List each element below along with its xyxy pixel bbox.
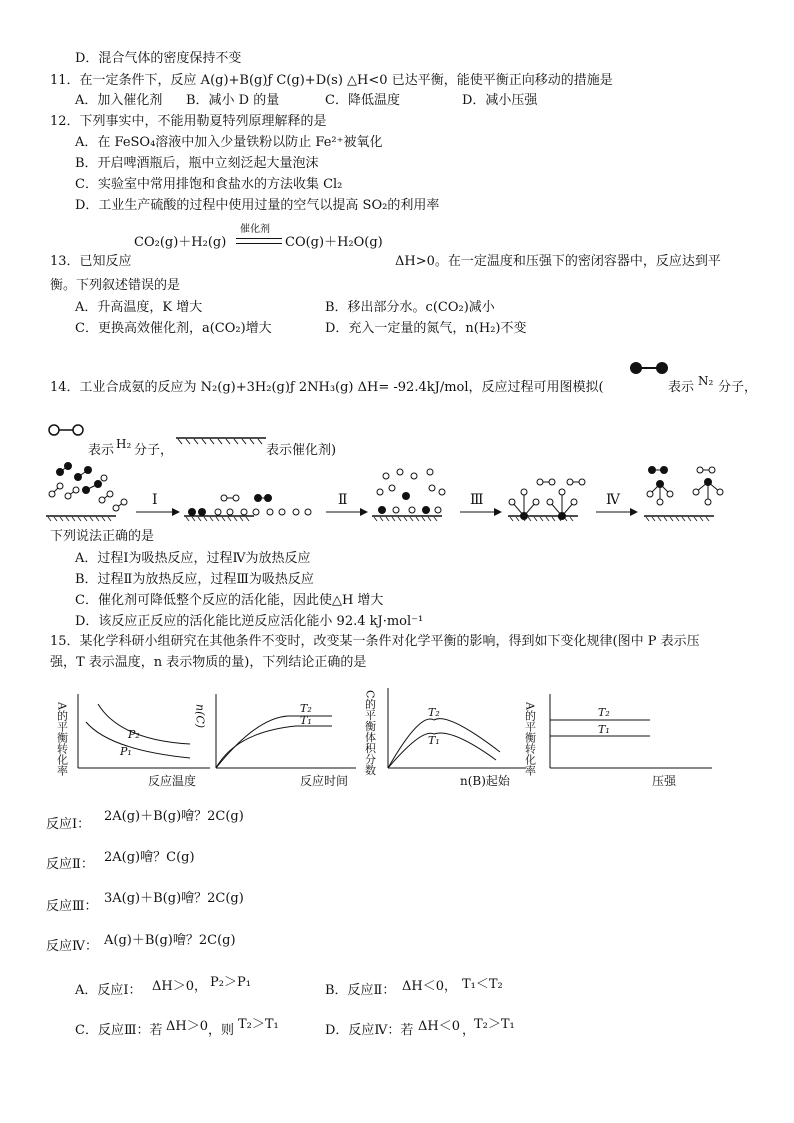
q14-n2-formula: N₂ <box>698 374 714 388</box>
q15-option-b-cond1: ΔH＜0， <box>402 979 457 994</box>
catalyst-surface-icon <box>176 436 266 446</box>
q14-stem: 14．工业合成氨的反应为 N₂(g)+3H₂(g)ƒ 2NH₃(g) ΔH= -92.4kJ/mol，反应过程可用图模拟( <box>50 380 604 395</box>
q15-option-a-cond1: ΔH＞0， <box>152 979 207 994</box>
q14-n2-label: 表示 <box>668 380 695 395</box>
reaction-4-label: 反应Ⅳ： <box>46 939 98 954</box>
q13-option-a: A．升高温度，K 增大 <box>75 300 203 315</box>
q14-h2-label: 表示 <box>88 443 115 458</box>
q15-option-c-label: C．反应Ⅲ：若 <box>75 1023 163 1038</box>
graph4-xlabel: 压强 <box>652 774 677 788</box>
q13-stem-right: ΔH>0。在一定温度和压强下的密闭容器中，反应达到平 <box>395 254 721 269</box>
q14-n2-tail: 分子， <box>718 380 758 395</box>
q15-option-b-cond2: T₁＜T₂ <box>462 977 503 992</box>
q13-equals-arrow <box>236 238 282 244</box>
graph1-ylabel: A的平衡转化率 <box>55 702 69 776</box>
q14-option-d: D．该反应正反应的活化能比逆反应活化能小 92.4 kJ·mol⁻¹ <box>75 614 424 629</box>
q13-option-d: D．充入一定量的氮气，n(H₂)不变 <box>325 321 527 336</box>
q14-question: 下列说法正确的是 <box>50 529 155 544</box>
q11-option-a: A．加入催化剂 <box>75 93 163 108</box>
q14-catalyst-label: 表示催化剂) <box>266 443 337 458</box>
q12-option-a: A．在 FeSO₄溶液中加入少量铁粉以防止 Fe²⁺被氧化 <box>75 135 383 150</box>
graph4-curve-t2: T₂ <box>598 706 610 719</box>
q13-option-c: C．更换高效催化剂，a(CO₂)增大 <box>75 321 272 336</box>
q15-option-a-cond2: P₂＞P₁ <box>210 975 251 990</box>
q15-graph-1 <box>40 688 220 788</box>
q15-option-c-cond1: ΔH＞0 <box>166 1019 208 1034</box>
graph1-curve-p1: P₁ <box>120 745 132 758</box>
reaction-2-eq: 2A(g)噲？C(g) <box>104 850 195 865</box>
graph4-ylabel: A的平衡转化率 <box>523 702 537 776</box>
q12-option-c: C．实验室中常用排饱和食盐水的方法收集 Cl₂ <box>75 177 343 192</box>
graph2-xlabel: 反应时间 <box>300 774 349 788</box>
q14-option-c: C．催化剂可降低整个反应的活化能，因此使△H 增大 <box>75 593 384 608</box>
reaction-1-label: 反应Ⅰ： <box>46 817 91 832</box>
q15-option-d-label: D．反应Ⅳ：若 <box>325 1023 414 1038</box>
q14-option-a: A．过程Ⅰ为吸热反应，过程Ⅳ为放热反应 <box>75 551 311 566</box>
graph1-curve-p2: P₂ <box>128 728 140 741</box>
graph2-ylabel: n(C) <box>193 704 207 729</box>
q10-option-d: D．混合气体的密度保持不变 <box>75 51 242 66</box>
n2-molecule-icon <box>628 360 672 378</box>
q15-option-d-cond1: ΔH＜0 <box>418 1019 460 1034</box>
q15-graph-4 <box>522 688 722 788</box>
q15-option-a-label: A．反应Ⅰ： <box>75 983 142 998</box>
q13-eq-lhs: CO₂(g)＋H₂(g) <box>134 235 227 250</box>
q11-option-d: D．减小压强 <box>462 93 538 108</box>
graph1-xlabel: 反应温度 <box>148 774 197 788</box>
graph3-curve-t2: T₂ <box>428 706 440 719</box>
q11-option-c: C．降低温度 <box>325 93 400 108</box>
reaction-2-label: 反应Ⅱ： <box>46 857 94 872</box>
q14-step-1-label: Ⅰ <box>152 492 158 508</box>
q15-option-d-mid: ， <box>462 1023 476 1038</box>
q11-option-b: B．减小 D 的量 <box>186 93 280 108</box>
q15-graph-2 <box>193 688 366 788</box>
graph3-curve-t1: T₁ <box>428 734 440 747</box>
reaction-3-eq: 3A(g)＋B(g)噲？2C(g) <box>104 891 244 906</box>
q15-stem-line2: 强，T 表示温度，n 表示物质的量)，下列结论正确的是 <box>50 655 367 670</box>
q13-stem-left: 13．已知反应 <box>50 254 132 269</box>
q15-option-d-cond2: T₂＞T₁ <box>474 1017 515 1032</box>
graph4-curve-t1: T₁ <box>598 723 610 736</box>
q12-option-d: D．工业生产硫酸的过程中使用过量的空气以提高 SO₂的利用率 <box>75 198 440 213</box>
q14-step-2-label: Ⅱ <box>338 492 348 508</box>
q12-option-b: B．开启啤酒瓶后，瓶中立刻泛起大量泡沫 <box>75 156 319 171</box>
q15-option-c-mid: ，则 <box>208 1023 235 1038</box>
reaction-4-eq: A(g)＋B(g)噲？2C(g) <box>104 933 236 948</box>
graph3-ylabel: C的平衡体积分数 <box>363 690 377 776</box>
reaction-1-eq: 2A(g)＋B(g)噲？2C(g) <box>104 809 244 824</box>
q14-h2-tail: 分子， <box>134 443 174 458</box>
q14-step-3-label: Ⅲ <box>470 492 484 508</box>
q11-stem: 11．在一定条件下，反应 A(g)+B(g)ƒ C(g)+D(s) △H<0 已达平衡，能使平衡正向移动的措施是 <box>50 73 613 88</box>
q14-process-diagram <box>40 462 740 528</box>
q15-stem-line1: 15．某化学科研小组研究在其他条件不变时，改变某一条件对化学平衡的影响，得到如下变化规律(图中 P 表示压 <box>50 634 700 649</box>
q15-option-b-label: B．反应Ⅱ： <box>325 983 396 998</box>
q14-step-4-label: Ⅳ <box>606 492 620 508</box>
graph2-curve-t1: T₁ <box>300 714 312 727</box>
q13-stem-cont: 衡。下列叙述错误的是 <box>50 278 181 293</box>
q14-h2-formula: H₂ <box>116 437 132 451</box>
h2-molecule-icon <box>46 422 86 438</box>
q13-eq-rhs: CO(g)＋H₂O(g) <box>285 235 383 250</box>
q14-option-b: B．过程Ⅱ为放热反应，过程Ⅲ为吸热反应 <box>75 572 314 587</box>
graph2-curve-t2: T₂ <box>300 702 312 715</box>
graph3-xlabel: n(B)起始 <box>460 774 510 788</box>
q15-graph-3 <box>363 682 536 788</box>
reaction-3-label: 反应Ⅲ： <box>46 899 98 914</box>
q13-option-b: B．移出部分水。c(CO₂)减小 <box>325 300 495 315</box>
q12-stem: 12．下列事实中，不能用勒夏特列原理解释的是 <box>50 114 327 129</box>
q13-catalyst-label: 催化剂 <box>240 224 270 235</box>
q15-option-c-cond2: T₂＞T₁ <box>238 1017 279 1032</box>
